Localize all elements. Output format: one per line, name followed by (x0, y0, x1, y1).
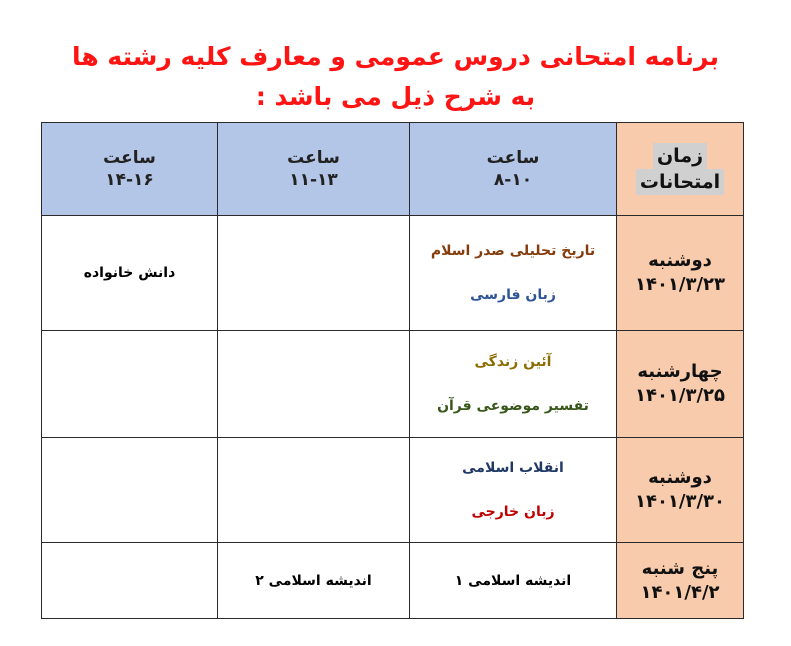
day-name: پنج شنبه (641, 557, 719, 579)
slot-2-cell (218, 216, 410, 331)
slot-1-label: ساعت (486, 148, 540, 168)
header-corner-line2: امتحانات (636, 169, 724, 195)
day-cell (617, 216, 744, 331)
slot-1-cell (410, 543, 617, 619)
table-row (42, 543, 744, 619)
header-exam-time-cell (617, 123, 744, 216)
slot-1-cell (410, 216, 617, 331)
table-row (42, 216, 744, 331)
slot-1-range: ۸-۱۰ (493, 170, 533, 190)
header-corner-line1: زمان (653, 143, 707, 169)
slot-3-cell (42, 216, 218, 331)
course-name: زبان خارجی (471, 504, 555, 520)
course-name: اندیشه اسلامی ۲ (255, 572, 372, 589)
course-name: زبان فارسی (470, 287, 556, 303)
slot-3-range: ۱۴-۱۶ (105, 170, 154, 190)
course-name: اندیشه اسلامی ۱ (454, 572, 572, 589)
exam-date: ۱۴۰۱/۴/۲ (640, 581, 720, 603)
course-name: دانش خانواده (83, 265, 176, 281)
course-name: آئین زندگی (474, 354, 552, 370)
exam-schedule-table (41, 122, 744, 619)
slot-3-label: ساعت (103, 148, 156, 168)
schedule-title-line2: به شرح ذیل می باشد : (255, 82, 536, 111)
slot-3-cell (42, 438, 218, 543)
slot-3-cell (42, 543, 218, 619)
header-slot-3 (42, 123, 218, 216)
slot-2-cell (218, 438, 410, 543)
slot-1-cell (410, 331, 617, 438)
exam-date: ۱۴۰۱/۳/۲۵ (634, 385, 726, 406)
slot-2-range: ۱۱-۱۳ (289, 170, 338, 190)
table-row (42, 438, 744, 543)
day-cell (617, 438, 744, 543)
header-row (42, 123, 744, 216)
slot-3-cell (42, 331, 218, 438)
slot-2-label: ساعت (287, 148, 340, 168)
day-cell (617, 543, 744, 619)
course-name: تفسیر موضوعی قرآن (437, 398, 589, 414)
exam-date: ۱۴۰۱/۳/۲۳ (634, 274, 726, 295)
day-name: چهارشنبه (637, 361, 723, 382)
course-name: انقلاب اسلامی (462, 460, 564, 476)
slot-2-cell (218, 543, 410, 619)
exam-date: ۱۴۰۱/۳/۳۰ (634, 491, 726, 512)
slot-1-cell (410, 438, 617, 543)
slot-2-cell (218, 331, 410, 438)
day-name: دوشنبه (648, 467, 712, 488)
table-row (42, 331, 744, 438)
header-slot-1 (410, 123, 617, 216)
day-cell (617, 331, 744, 438)
header-slot-2 (218, 123, 410, 216)
course-name: تاریخ تحلیلی صدر اسلام (430, 243, 596, 259)
day-name: دوشنبه (648, 250, 712, 271)
schedule-title-line1: برنامه امتحانی دروس عمومی و معارف کلیه رشته ها (72, 42, 719, 71)
